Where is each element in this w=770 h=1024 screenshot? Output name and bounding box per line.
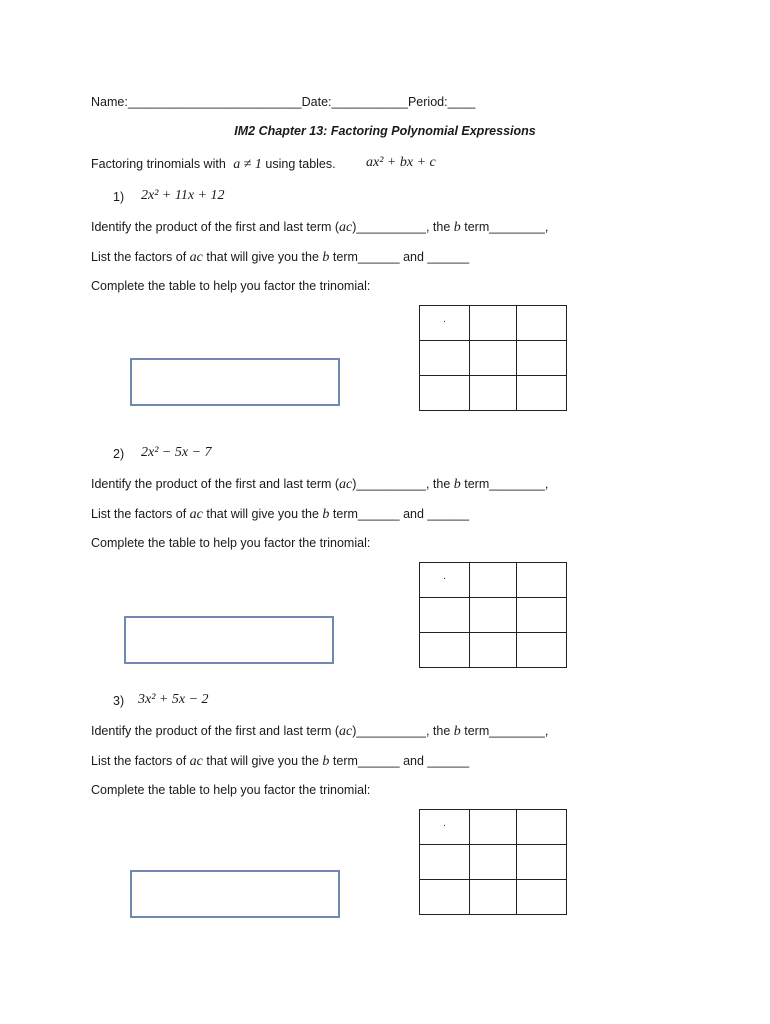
table-cell[interactable]: [420, 341, 470, 376]
problem-2-identify-line: [91, 477, 548, 493]
intro-line: [91, 157, 336, 173]
identify-text: term________,: [464, 220, 549, 234]
general-form-expression: ax² + bx + c: [366, 155, 436, 170]
b-variable: b: [322, 754, 330, 769]
table-cell[interactable]: [517, 563, 567, 598]
table-mark: .: [443, 313, 446, 325]
b-variable: b: [453, 477, 461, 492]
problem-2-answer-box[interactable]: [124, 616, 334, 664]
worksheet-title: IM2 Chapter 13: Factoring Polynomial Expressions: [234, 124, 536, 138]
list-text: that will give you the: [206, 754, 319, 768]
table-cell[interactable]: [517, 845, 567, 880]
identify-text: )__________, the: [352, 724, 451, 738]
table-cell[interactable]: [420, 306, 470, 341]
problem-1-list-line: [91, 250, 469, 266]
identify-text: term________,: [464, 724, 549, 738]
table-cell[interactable]: [470, 845, 517, 880]
problem-3-answer-box[interactable]: [130, 870, 340, 918]
problem-3-number: 3): [113, 694, 125, 708]
table-cell[interactable]: [470, 810, 517, 845]
table-cell[interactable]: [420, 633, 470, 668]
table-cell[interactable]: [517, 633, 567, 668]
table-cell[interactable]: [517, 880, 567, 915]
intro-text-after: using tables.: [265, 157, 336, 171]
table-cell[interactable]: [470, 341, 517, 376]
identify-text: term________,: [464, 477, 549, 491]
identify-text: Identify the product of the first and last term (: [91, 724, 340, 738]
problem-2-complete-instruction: Complete the table to help you factor the trinomial:: [91, 536, 371, 550]
b-variable: b: [453, 220, 461, 235]
problem-1-number: 1): [113, 190, 125, 204]
list-text: List the factors of: [91, 754, 187, 768]
table-cell[interactable]: [470, 880, 517, 915]
table-cell[interactable]: [470, 306, 517, 341]
problem-3-list-line: [91, 754, 469, 770]
ac-variable: ac: [339, 724, 353, 739]
table-cell[interactable]: [420, 845, 470, 880]
b-variable: b: [453, 724, 461, 739]
problem-1-factor-table: [419, 305, 567, 411]
table-cell[interactable]: [420, 880, 470, 915]
problem-3-complete-instruction: Complete the table to help you factor the trinomial:: [91, 783, 371, 797]
identify-text: Identify the product of the first and last term (: [91, 477, 340, 491]
identify-text: Identify the product of the first and last term (: [91, 220, 340, 234]
problem-2-expression: 2x² − 5x − 7: [141, 445, 212, 460]
problem-1-expression: 2x² + 11x + 12: [141, 188, 225, 203]
problem-3-identify-line: [91, 724, 548, 740]
table-cell[interactable]: [470, 376, 517, 411]
problem-3-factor-table: [419, 809, 567, 915]
problem-1-identify-line: [91, 220, 548, 236]
table-cell[interactable]: [420, 810, 470, 845]
list-text: that will give you the: [206, 250, 319, 264]
b-variable: b: [322, 507, 330, 522]
ac-variable: ac: [339, 477, 353, 492]
table-cell[interactable]: [517, 306, 567, 341]
table-cell[interactable]: [470, 598, 517, 633]
name-date-period-line: Name:_________________________Date:___________Period:____: [91, 95, 476, 109]
table-cell[interactable]: [420, 563, 470, 598]
intro-text-before: Factoring trinomials with: [91, 157, 226, 171]
ac-variable: ac: [189, 754, 203, 769]
table-cell[interactable]: [420, 376, 470, 411]
table-mark: .: [443, 570, 446, 582]
list-text: term______ and ______: [332, 754, 470, 768]
identify-text: )__________, the: [352, 220, 451, 234]
list-text: that will give you the: [206, 507, 319, 521]
list-text: List the factors of: [91, 507, 187, 521]
table-cell[interactable]: [420, 598, 470, 633]
table-mark: .: [443, 817, 446, 829]
problem-2-number: 2): [113, 447, 125, 461]
table-cell[interactable]: [470, 633, 517, 668]
table-cell[interactable]: [517, 598, 567, 633]
list-text: List the factors of: [91, 250, 187, 264]
ac-variable: ac: [339, 220, 353, 235]
intro-condition: a ≠ 1: [233, 157, 262, 172]
table-cell[interactable]: [470, 563, 517, 598]
problem-2-list-line: [91, 507, 469, 523]
problem-3-expression: 3x² + 5x − 2: [138, 692, 209, 707]
problem-1-complete-instruction: Complete the table to help you factor the trinomial:: [91, 279, 371, 293]
table-cell[interactable]: [517, 341, 567, 376]
ac-variable: ac: [189, 250, 203, 265]
list-text: term______ and ______: [332, 507, 470, 521]
identify-text: )__________, the: [352, 477, 451, 491]
table-cell[interactable]: [517, 810, 567, 845]
problem-2-factor-table: [419, 562, 567, 668]
ac-variable: ac: [189, 507, 203, 522]
list-text: term______ and ______: [332, 250, 470, 264]
table-cell[interactable]: [517, 376, 567, 411]
problem-1-answer-box[interactable]: [130, 358, 340, 406]
b-variable: b: [322, 250, 330, 265]
